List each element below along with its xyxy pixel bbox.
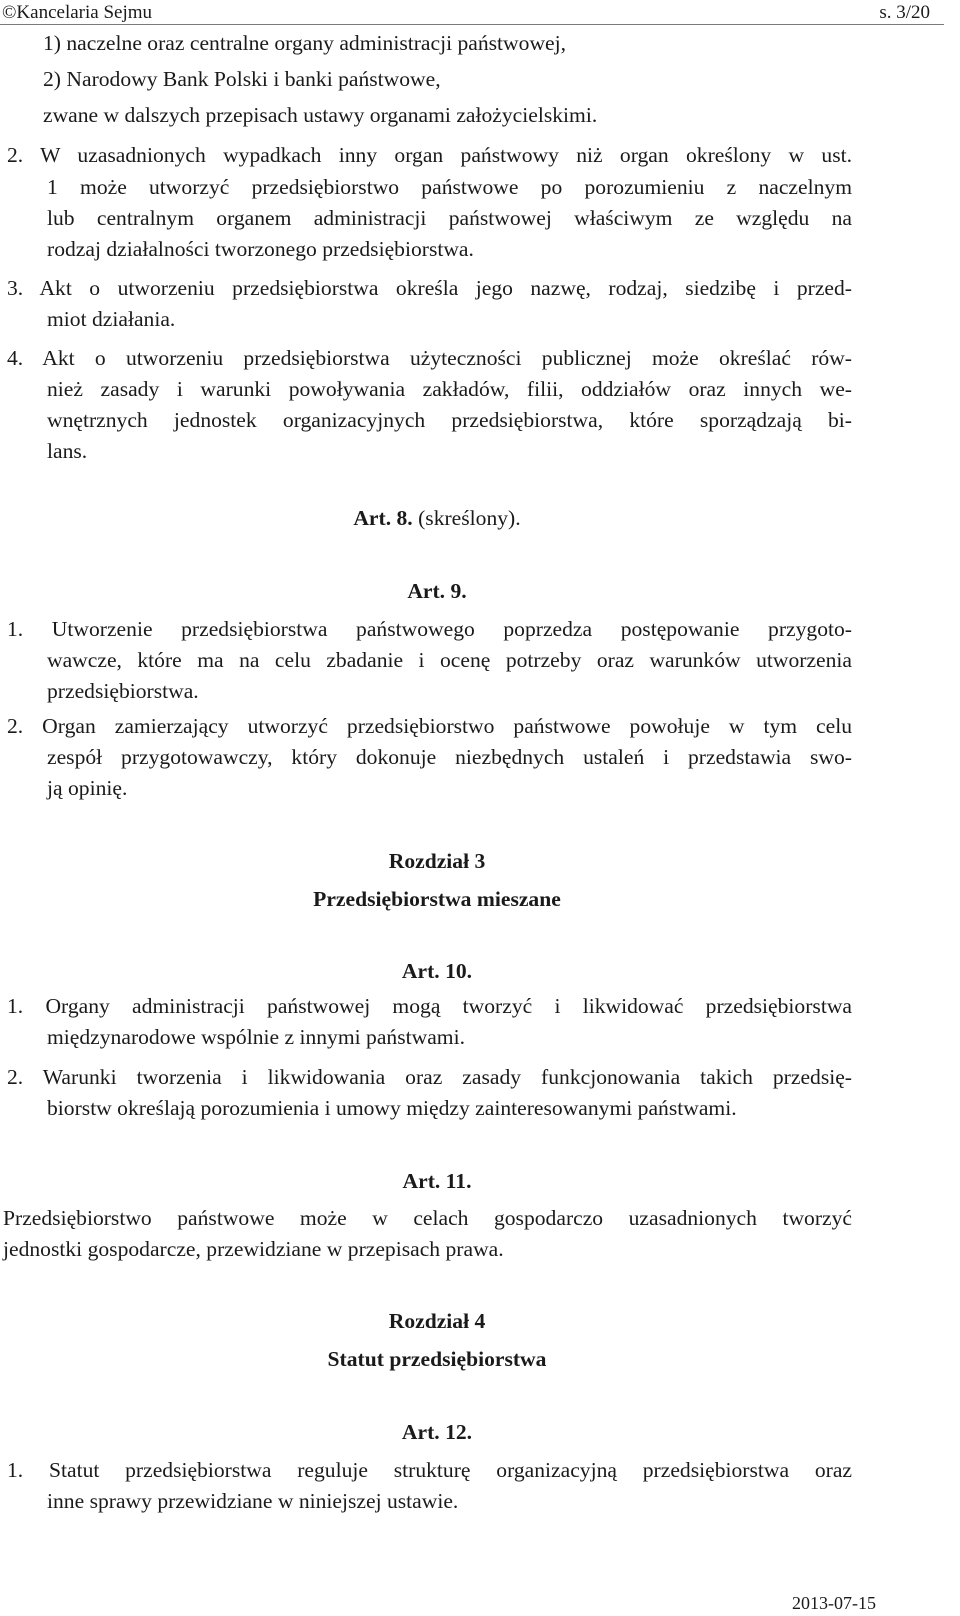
chapter-3-title: Rozdział 3 <box>388 849 486 873</box>
text-line: zwane w dalszych przepisach ustawy organami założycielskimi. <box>43 103 598 127</box>
header-divider <box>0 24 944 25</box>
text-line: 3. Akt o utworzeniu przedsiębiorstwa określa jego nazwę, rodzaj, siedzibę i przed- <box>7 276 852 300</box>
article-note: (skreślony). <box>412 506 521 530</box>
text-line: międzynarodowe wspólnie z innymi państwami. <box>47 1025 465 1049</box>
text-line: inne sprawy przewidziane w niniejszej ustawie. <box>47 1489 459 1513</box>
text-line: lub centralnym organem administracji państwowej właściwym ze względu na <box>47 206 852 230</box>
text-line: 2. Organ zamierzający utworzyć przedsiębiorstwo państwowe powołuje w tym celu <box>7 714 852 738</box>
header-page-number: s. 3/20 <box>879 2 930 23</box>
article-number: Art. 8. <box>353 506 413 530</box>
article-heading-12: Art. 12. <box>401 1420 473 1444</box>
text-line: wnętrznych jednostek organizacyjnych przedsiębiorstwa, które sporządzają bi- <box>47 408 852 432</box>
text-line: Przedsiębiorstwo państwowe może w celach gospodarczo uzasadnionych tworzyć <box>3 1206 852 1230</box>
article-heading-9: Art. 9. <box>407 579 467 603</box>
text-line: nież zasady i warunki powoływania zakładów, filii, oddziałów oraz innych we- <box>47 377 852 401</box>
text-line: 1. Utworzenie przedsiębiorstwa państwowego poprzedza postępowanie przygoto- <box>7 617 852 641</box>
text-line: 4. Akt o utworzeniu przedsiębiorstwa użyteczności publicznej może określać rów- <box>7 346 852 370</box>
text-line: 2) Narodowy Bank Polski i banki państwowe, <box>43 67 441 91</box>
chapter-3-name: Przedsiębiorstwa mieszane <box>313 887 561 911</box>
text-line: rodzaj działalności tworzonego przedsiębiorstwa. <box>47 237 474 261</box>
text-line: biorstw określają porozumienia i umowy między zainteresowanymi państwami. <box>47 1096 737 1120</box>
article-heading-10: Art. 10. <box>401 959 473 983</box>
text-line: zespół przygotowawczy, który dokonuje niezbędnych ustaleń i przedstawia swo- <box>47 745 852 769</box>
text-line: przedsiębiorstwa. <box>47 679 199 703</box>
article-heading-11: Art. 11. <box>402 1169 472 1193</box>
text-line: 1) naczelne oraz centralne organy administracji państwowej, <box>43 31 567 55</box>
text-line: 1 może utworzyć przedsiębiorstwo państwowe po porozumieniu z naczelnym <box>47 175 852 199</box>
chapter-4-name: Statut przedsiębiorstwa <box>327 1347 547 1371</box>
text-line: 1. Statut przedsiębiorstwa reguluje strukturę organizacyjną przedsiębiorstwa oraz <box>7 1458 852 1482</box>
text-line: 1. Organy administracji państwowej mogą tworzyć i likwidować przedsiębiorstwa <box>7 994 852 1018</box>
text-line: jednostki gospodarcze, przewidziane w przepisach prawa. <box>3 1237 504 1261</box>
text-line: ją opinię. <box>47 776 128 800</box>
text-line: 2. Warunki tworzenia i likwidowania oraz zasady funkcjonowania takich przedsię- <box>7 1065 852 1089</box>
chapter-4-title: Rozdział 4 <box>388 1309 486 1333</box>
text-line: lans. <box>47 439 88 463</box>
text-line: miot działania. <box>47 307 176 331</box>
text-line: 2. W uzasadnionych wypadkach inny organ państwowy niż organ określony w ust. <box>7 143 852 167</box>
footer-date: 2013-07-15 <box>792 1593 876 1613</box>
text-line: wawcze, które ma na celu zbadanie i ocenę potrzeby oraz warunków utworzenia <box>47 648 852 672</box>
header-publisher: ©Kancelaria Sejmu <box>2 2 153 23</box>
article-heading-8 <box>0 503 874 534</box>
